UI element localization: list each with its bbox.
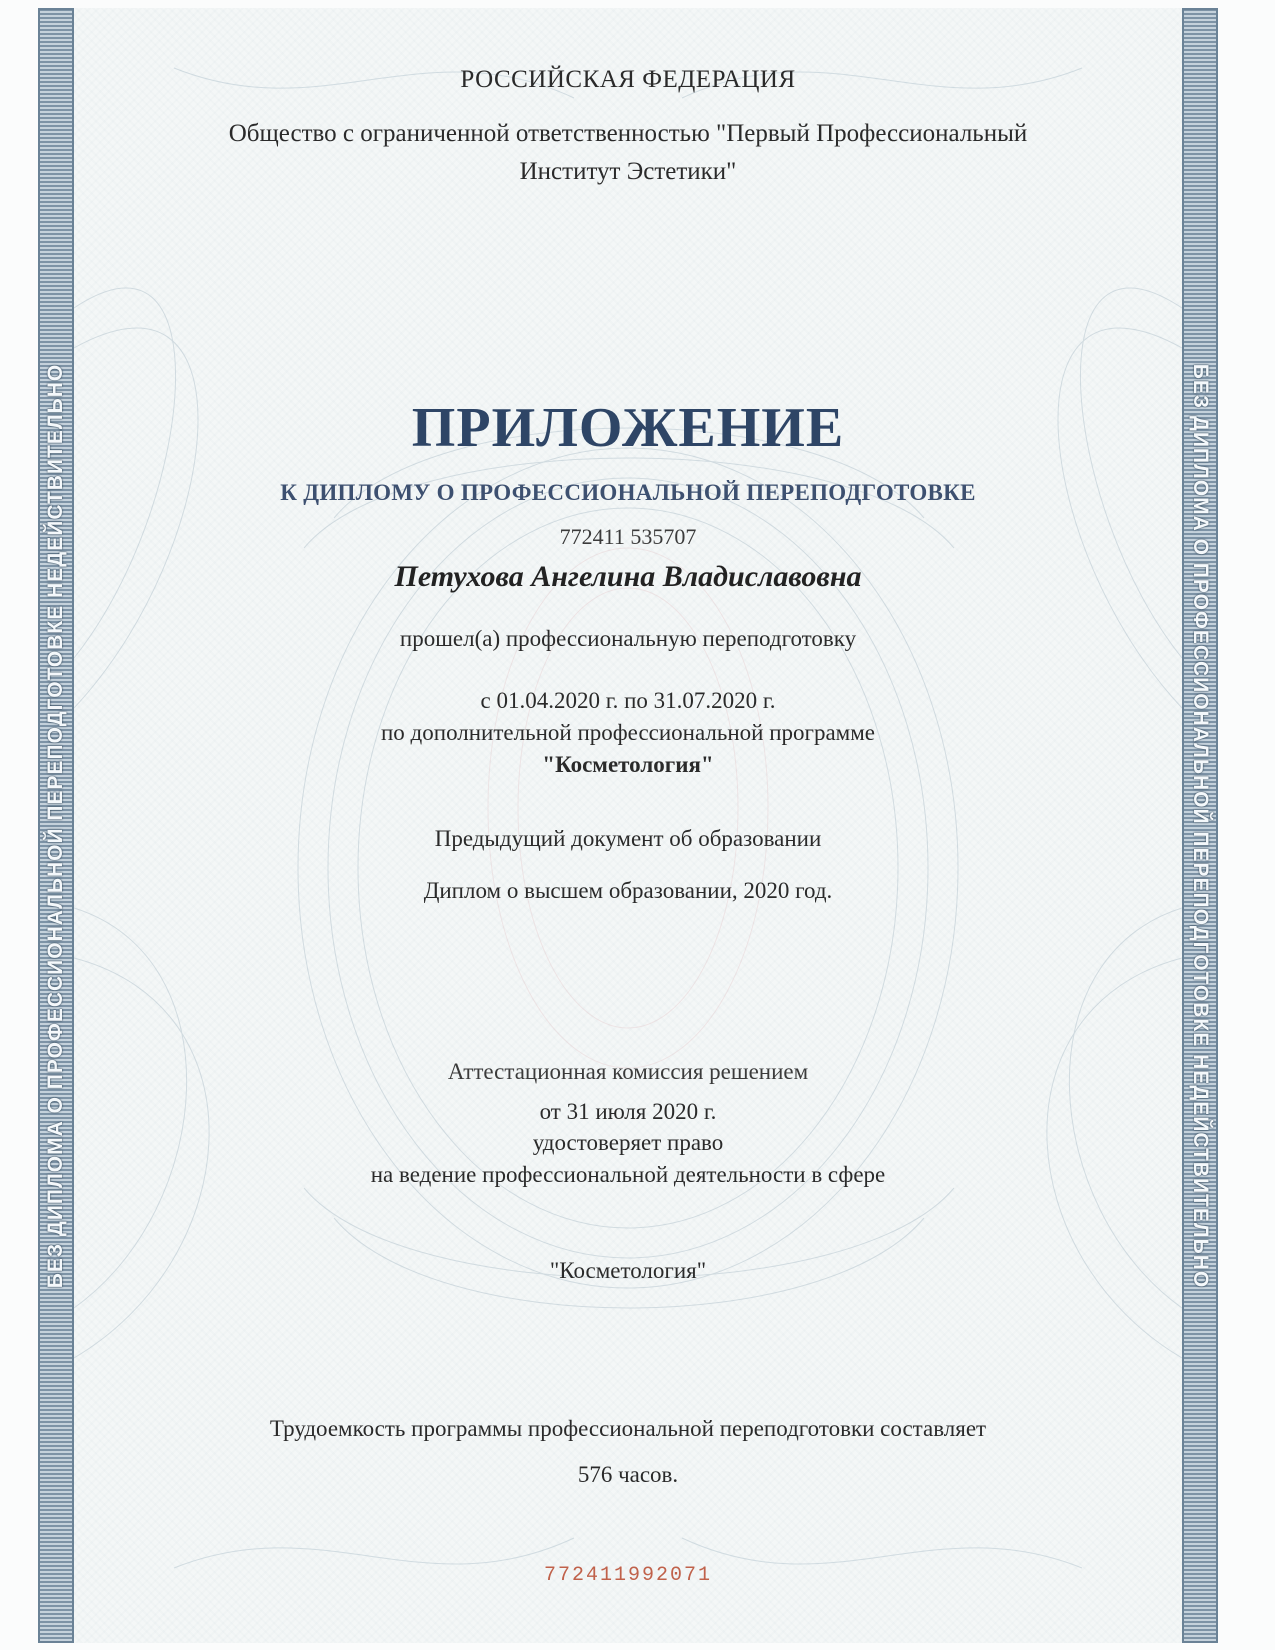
- document-body: [74, 8, 1182, 1643]
- activity-sphere: "Косметология": [549, 1258, 707, 1283]
- holder-name: Петухова Ангелина Владиславовна: [394, 560, 862, 593]
- workload-text: Трудоемкость программы профессиональной переподготовки составляет: [269, 1416, 987, 1441]
- completed-text: прошел(а) профессиональную переподготовку: [399, 626, 857, 651]
- activity-text: на ведение профессиональной деятельности в сфере: [370, 1162, 886, 1187]
- left-border-text: БЕЗ ДИПЛОМА О ПРОФЕССИОНАЛЬНОЙ ПЕРЕПОДГОТОВКЕ НЕДЕЙСТВИТЕЛЬНО: [44, 363, 67, 1289]
- study-period: с 01.04.2020 г. по 31.07.2020 г.: [480, 688, 776, 713]
- document-subtitle: К ДИПЛОМУ О ПРОФЕССИОНАЛЬНОЙ ПЕРЕПОДГОТОВКЕ: [280, 480, 976, 505]
- diploma-sheet: [38, 8, 1218, 1643]
- commission-decision: Аттестационная комиссия решением: [447, 1059, 809, 1084]
- document-title: ПРИЛОЖЕНИЕ: [411, 397, 845, 459]
- workload-hours: 576 часов.: [577, 1462, 679, 1487]
- organization-name-line-1: Общество с ограниченной ответственностью "Первый Профессиональный: [228, 120, 1028, 147]
- left-border-strip: [38, 8, 74, 1643]
- right-border-text: БЕЗ ДИПЛОМА О ПРОФЕССИОНАЛЬНОЙ ПЕРЕПОДГОТОВКЕ НЕДЕЙСТВИТЕЛЬНО: [1189, 363, 1212, 1289]
- organization-name-line-2: Институт Эстетики": [519, 158, 737, 185]
- serial-number: 772411992071: [543, 1564, 713, 1587]
- decision-date: от 31 июля 2020 г.: [539, 1099, 717, 1124]
- right-border-strip: [1182, 8, 1218, 1643]
- previous-document-label: Предыдущий документ об образовании: [434, 826, 822, 851]
- program-name: "Косметология": [542, 752, 714, 777]
- previous-document-value: Диплом о высшем образовании, 2020 год.: [423, 878, 833, 903]
- country-heading: РОССИЙСКАЯ ФЕДЕРАЦИЯ: [460, 66, 796, 93]
- certifies-text: удостоверяет право: [532, 1130, 724, 1155]
- program-label: по дополнительной профессиональной программе: [381, 720, 875, 745]
- registration-number: 772411 535707: [559, 524, 697, 549]
